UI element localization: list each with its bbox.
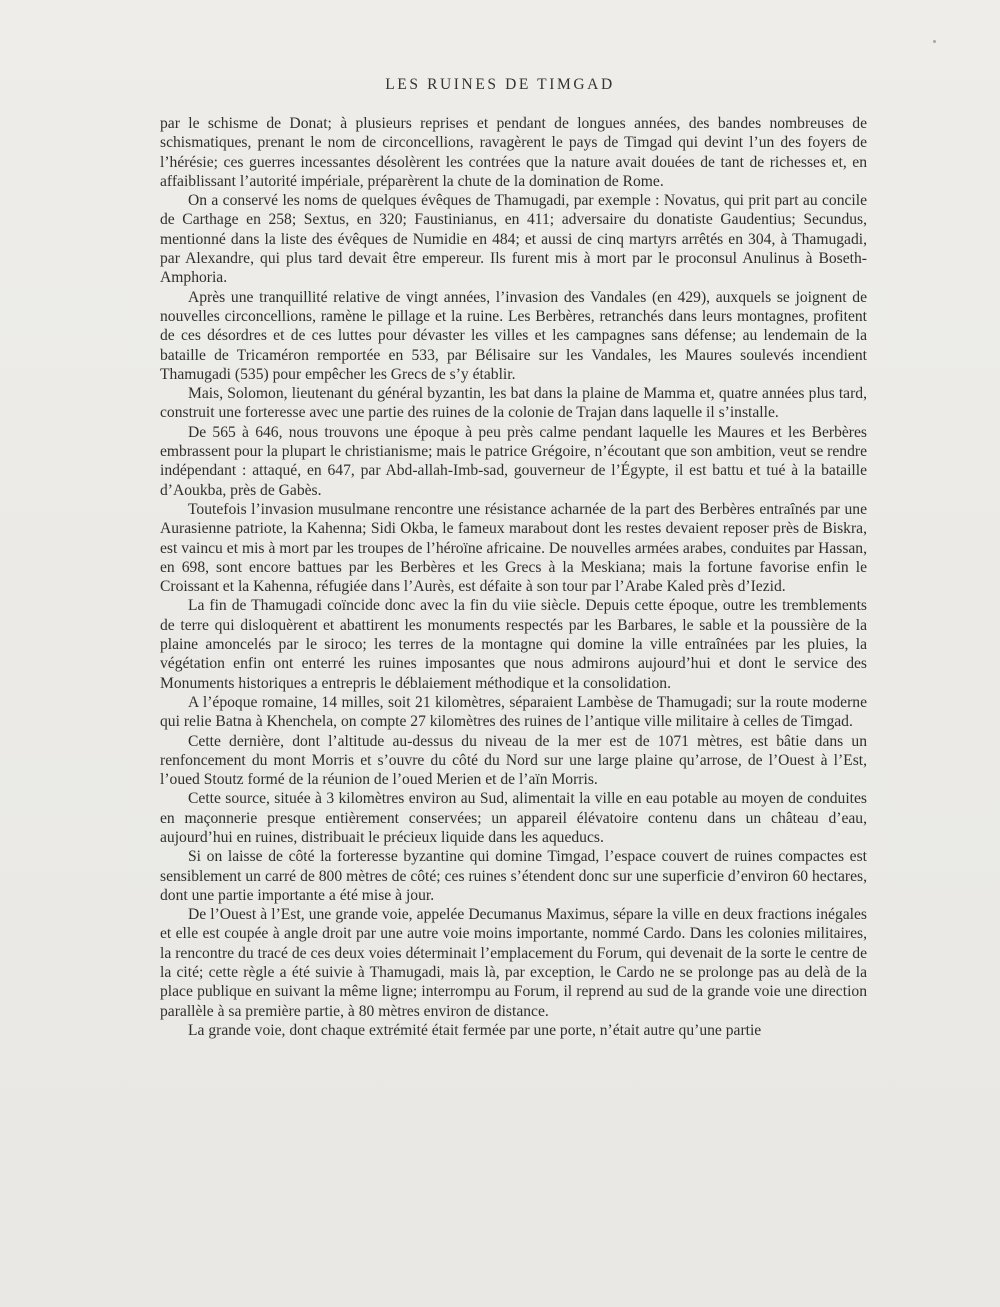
running-header: LES RUINES DE TIMGAD <box>385 76 615 93</box>
paragraph: De 565 à 646, nous trouvons une époque à peu près calme pendant laquelle les Maures et les Berbères embrassent pour la plupart le christianisme; mais le patrice Grégoire, n’écoutant que son ambition, veut se rendre indépendant : attaqué, en 647, par Abd-allah-Imb-sad, gouverneur de l’Égypte, il est battu et tué à la bataille d’Aoukba, près de Gabès. <box>160 423 867 499</box>
paper-speck <box>933 40 936 43</box>
paragraph: A l’époque romaine, 14 milles, soit 21 kilomètres, séparaient Lambèse de Thamugadi; sur la route moderne qui relie Batna à Khenchela, on compte 27 kilomètres des ruines de l’antique ville militaire à celles de Timgad. <box>160 693 867 731</box>
paragraph: On a conservé les noms de quelques évêques de Thamugadi, par exemple : Novatus, qui prit part au concile de Carthage en 258; Sextus, en 320; Faustinianus, en 411; adversaire du donatiste Gaudentius; Secundus, mentionné dans la liste des évêques de Numidie en 484; et aussi de cinq martyrs arrêtés en 304, à Thamugadi, par Alexandre, qui plus tard devait être empereur. Ils furent mis à mort par le proconsul Anulinus à Boseth-Amphoria. <box>160 192 867 287</box>
paragraph: Cette source, située à 3 kilomètres environ au Sud, alimentait la ville en eau potable au moyen de conduites en maçonnerie presque entièrement conservées; un appareil élévatoire contenu dans un château d’eau, aujourd’hui en ruines, distribuait le précieux liquide dans les aqueducs. <box>160 790 867 846</box>
paragraph: Cette dernière, dont l’altitude au-dessus du niveau de la mer est de 1071 mètres, est bâtie dans un renfoncement du mont Morris et s’ouvre du côté du Nord sur une large plaine qu’arrose, de l’Ouest à l’Est, l’oued Stoutz formé de la réunion de l’oued Merien et de l’aïn Morris. <box>160 732 867 789</box>
paragraph: Si on laisse de côté la forteresse byzantine qui domine Timgad, l’espace couvert de ruines compactes est sensiblement un carré de 800 mètres de côté; ces ruines s’étendent donc sur une superficie d’environ 60 hectares, dont une partie importante a été mise à jour. <box>160 848 867 904</box>
paragraph: Après une tranquillité relative de vingt années, l’invasion des Vandales (en 429), auxquels se joignent de nouvelles circoncellions, ramène le pillage et la ruine. Les Berbères, retranchés dans leurs montagnes, profitent de ces désordres et de ces luttes pour dévaster les villes et les campagnes sans défense; au lendemain de la bataille de Tricaméron remportée en 533, par Bélisaire sur les Vandales, les Maures soulevés incendient Thamugadi (535) pour empêcher les Grecs de s’y établir. <box>160 288 867 383</box>
paragraph: Toutefois l’invasion musulmane rencontre une résistance acharnée de la part des Berbères entraînés par une Aurasienne patriote, la Kahenna; Sidi Okba, le fameux marabout dont les restes devaient reposer près de Biskra, est vaincu et mis à mort par les troupes de l’héroïne africaine. De nouvelles armées arabes, conduites par Hassan, en 698, sont encore battues par les Berbères et les Grecs à la Meskiana; mais la fortune favorise enfin le Croissant et la Kahenna, réfugiée dans l’Aurès, est défaite à son tour par l’Arabe Kaled près d’Iezid. <box>160 500 867 596</box>
paragraph: Mais, Solomon, lieutenant du général byzantin, les bat dans la plaine de Mamma et, quatre années plus tard, construit une forteresse avec une partie des ruines de la colonie de Trajan dans laquelle il s’installe. <box>160 385 867 422</box>
paragraph: De l’Ouest à l’Est, une grande voie, appelée Decumanus Maximus, sépare la ville en deux fractions inégales et elle est coupée à angle droit par une autre voie moins importante, nommé Cardo. Dans les colonies militaires, la rencontre du tracé de ces deux voies déterminait l’emplacement du Forum, qui devenait de la sorte le centre de la cité; cette règle a été suivie à Thamugadi, mais là, par exception, le Cardo ne se prolonge pas au delà de la place publique en suivant la même ligne; interrompu au Forum, il reprend au sud de la grande voie une direction parallèle à sa première partie, à 80 mètres environ de distance. <box>160 906 867 1020</box>
paragraph: par le schisme de Donat; à plusieurs reprises et pendant de longues années, des bandes nombreuses de schismatiques, prenant le nom de circoncellions, ravagèrent le pays de Timgad qui devint l’un des foyers de l’hérésie; ces guerres incessantes désolèrent les contrées que la nature avait douées de tant de richesses et, en affaiblissant l’autorité impériale, préparèrent la chute de la domination de Rome. <box>160 115 867 190</box>
body-text <box>160 114 867 1040</box>
paragraph-continued: La grande voie, dont chaque extrémité était fermée par une porte, n’était autre qu’une partie <box>188 1021 762 1039</box>
paragraph: La fin de Thamugadi coïncide donc avec la fin du viie siècle. Depuis cette époque, outre les tremblements de terre qui disloquèrent et abattirent les monuments respectés par les Barbares, le sable et la poussière de la plaine amoncelés par le siroco; les terres de la montagne qui domine la ville entraînées par les pluies, la végétation enfin ont enterré les ruines imposantes que nous admirons aujourd’hui et dont le service des Monuments historiques a entrepris le déblaiement méthodique et la consolidation. <box>160 597 867 692</box>
